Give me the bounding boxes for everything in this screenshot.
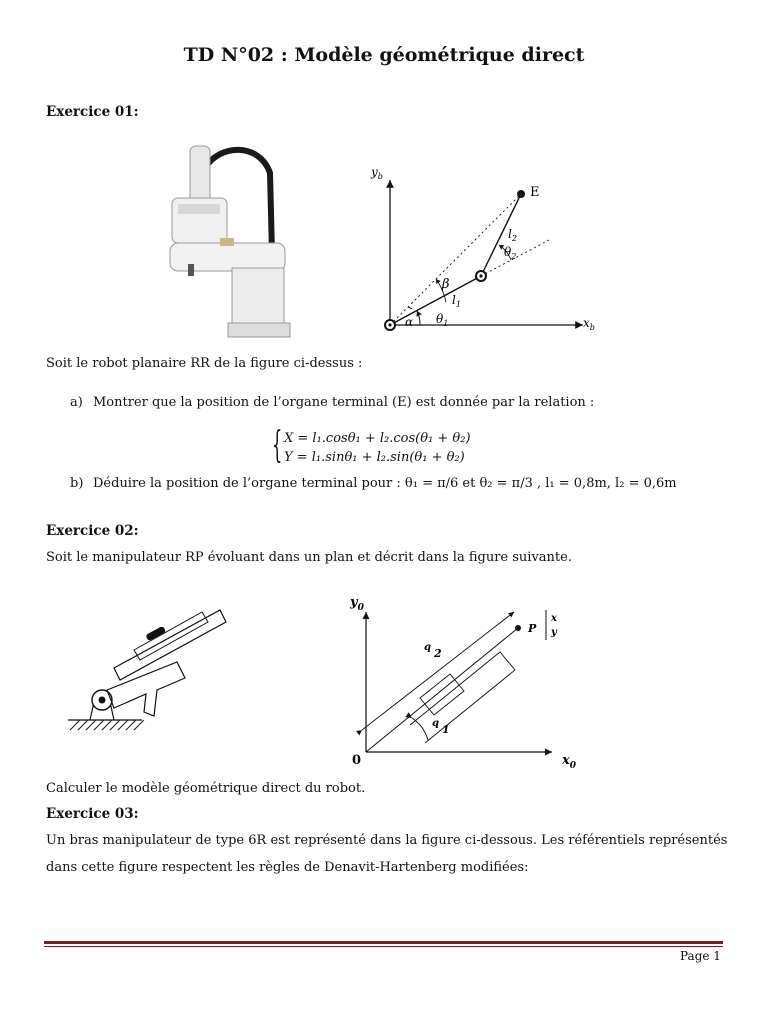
- label-q2: q 2: [424, 642, 442, 660]
- page-title: TD N°02 : Modèle géométrique direct: [183, 44, 585, 66]
- point-P: [515, 625, 521, 631]
- equation-brace: {: [272, 425, 283, 466]
- item-b-text: Déduire la position de l’organe terminal pour : θ₁ = π/6 et θ₂ = π/3 , l₁ = 0,8m, l₂ = 0,6m: [93, 476, 677, 491]
- label-theta2: $\theta_2$: [504, 245, 517, 261]
- exercise-3-heading: Exercice 03:: [46, 806, 139, 822]
- label-yb: $y_b$: [371, 165, 383, 181]
- label-P: P: [528, 622, 537, 635]
- scara-robot-image: [160, 138, 295, 343]
- label-xb: $x_b$: [583, 316, 595, 332]
- label-theta1: $\theta_1$: [436, 312, 449, 328]
- label-alpha: α: [405, 315, 414, 329]
- rp-manipulator-sketch: [62, 590, 237, 750]
- label-y0: $y_0$: [350, 595, 364, 613]
- label-beta: β: [442, 277, 450, 292]
- exercise-3-line-1: Un bras manipulateur de type 6R est représenté dans la figure ci-dessous. Les référentiels représentés: [46, 833, 728, 848]
- label-l1: $l_1$: [452, 293, 461, 309]
- item-a-label: a): [70, 395, 83, 410]
- footer-rule: [44, 941, 723, 944]
- label-l2: $l_2$: [508, 227, 517, 243]
- exercise-2-heading: Exercice 02:: [46, 523, 139, 539]
- rp-diagram: [340, 590, 585, 775]
- label-q1: q 1: [432, 718, 450, 736]
- exercise-2-question: Calculer le modèle géométrique direct du robot.: [46, 781, 366, 796]
- footer-rule-thin: [44, 946, 723, 947]
- item-b-label: b): [70, 476, 84, 491]
- exercise-2-intro: Soit le manipulateur RP évoluant dans un plan et décrit dans la figure suivante.: [46, 550, 572, 565]
- label-x: x: [551, 613, 557, 624]
- rr-robot-diagram: [368, 160, 608, 340]
- label-x0: $x_0$: [562, 753, 577, 771]
- equation-y: Y = l₁.sinθ₁ + l₂.sin(θ₁ + θ₂): [284, 450, 465, 465]
- item-a-text: Montrer que la position de l’organe terminal (E) est donnée par la relation :: [93, 395, 595, 410]
- label-origin: 0: [352, 753, 362, 768]
- page-number: Page 1: [680, 949, 721, 963]
- exercise-1-heading: Exercice 01:: [46, 104, 139, 120]
- end-effector: [517, 190, 525, 198]
- label-E: E: [530, 185, 540, 200]
- exercise-3-line-2: dans cette figure respectent les règles de Denavit-Hartenberg modifiées:: [46, 860, 529, 875]
- label-y: y: [551, 627, 557, 638]
- equation-x: X = l₁.cosθ₁ + l₂.cos(θ₁ + θ₂): [284, 431, 471, 446]
- exercise-1-intro: Soit le robot planaire RR de la figure ci-dessus :: [46, 356, 363, 371]
